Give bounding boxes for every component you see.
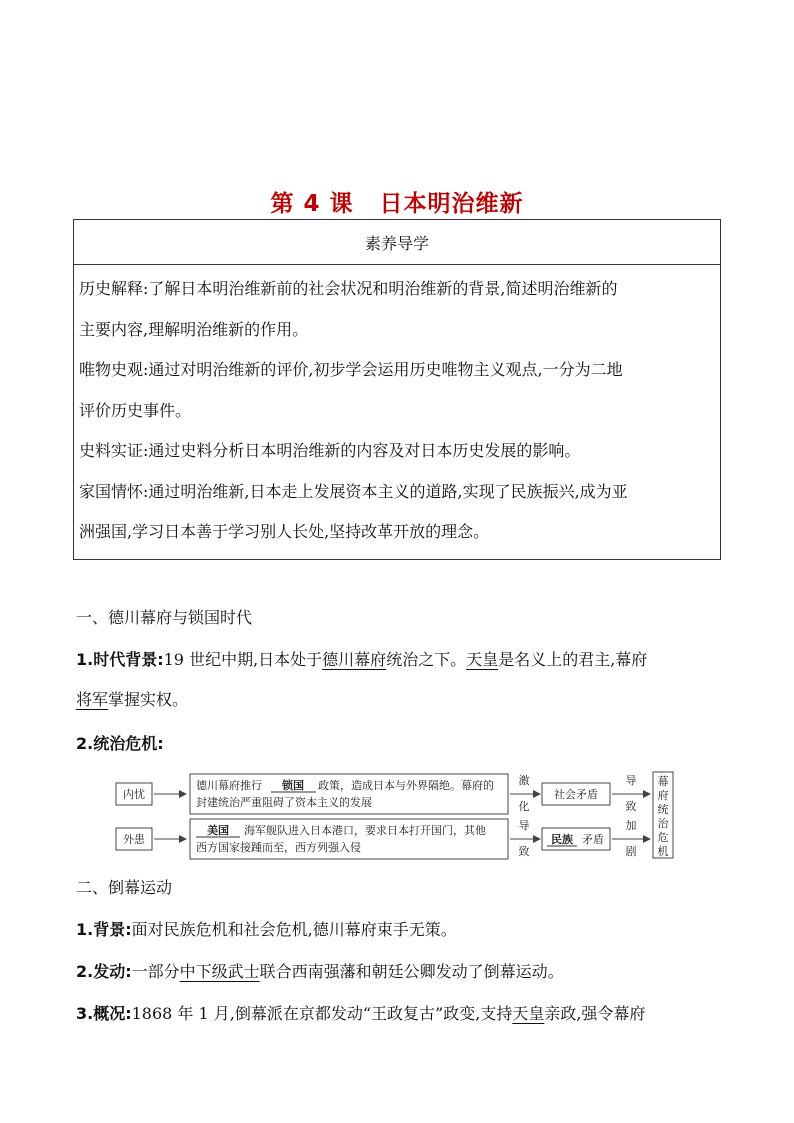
blank-answer: 锁国 (282, 779, 304, 792)
section2-para3 (76, 994, 721, 1034)
para-label: 1.时代背景: (76, 650, 164, 669)
literacy-guide-table (73, 219, 721, 560)
lesson-number: 第 4 课 (270, 191, 354, 217)
section1-para2 (76, 724, 721, 764)
para-text: 一部分 (131, 962, 180, 981)
guide-line: 评价历史事件。 (79, 400, 192, 420)
underlined-answer: 将军 (76, 690, 109, 709)
arrow-label: 致 (625, 800, 637, 813)
para-label: 2.统治危机: (76, 734, 164, 753)
para-text: 亲政,强令幕府 (544, 1004, 646, 1023)
para-text: 统治之下。 (386, 650, 467, 669)
inner-cause-line2: 封建统治严重阻碍了资本主义的发展 (196, 796, 372, 809)
guide-line: 历史解释:了解日本明治维新前的社会状况和明治维新的背景,简述明治维新的 (79, 279, 618, 298)
crisis-char: 治 (657, 817, 669, 830)
crisis-char: 统 (657, 803, 669, 816)
guide-line: 唯物史观:通过对明治维新的评价,初步学会运用历史唯物主义观点,一分为二地 (79, 360, 623, 379)
inner-cause-line1b: 政策，造成日本与外界隔绝。幕府的 (318, 779, 494, 792)
para-label: 1.背景: (76, 920, 132, 939)
para-text: 是名义上的君主,幕府 (498, 650, 648, 669)
underlined-answer: 天皇 (512, 1004, 545, 1023)
para-text: 联合西南强藩和朝廷公卿发动了倒幕运动。 (259, 962, 564, 981)
underlined-answer: 德川幕府 (322, 650, 387, 669)
para-text: 19 世纪中期,日本处于 (163, 650, 323, 669)
inner-trouble-label: 内忧 (123, 788, 145, 801)
crisis-char: 危 (657, 831, 669, 844)
guide-line: 史料实证:通过史料分析日本明治维新的内容及对日本历史发展的影响。 (79, 441, 581, 460)
lesson-name: 日本明治维新 (379, 191, 524, 217)
arrow-label: 导 (625, 774, 637, 787)
national-conflict-label: 矛盾 (582, 833, 604, 846)
underlined-answer: 中下级武士 (179, 962, 260, 981)
inner-cause-line1a: 德川幕府推行 (196, 779, 262, 792)
guide-line: 主要内容,理解明治维新的作用。 (79, 319, 309, 339)
underlined-answer: 天皇 (466, 650, 499, 669)
social-conflict-label: 社会矛盾 (554, 788, 598, 801)
blank-answer: 美国 (207, 824, 229, 837)
guide-line: 洲强国,学习日本善于学习别人长处,坚持改革开放的理念。 (79, 522, 490, 541)
arrow-label: 加 (625, 819, 637, 832)
guide-heading: 素养导学 (74, 220, 721, 265)
guide-body (74, 265, 721, 560)
crisis-char: 府 (657, 789, 669, 802)
para-text: 1868 年 1 月,倒幕派在京都发动“王政复古”政变,支持 (131, 1004, 513, 1023)
section2-para1 (76, 910, 721, 950)
para-label: 3.概况: (76, 1004, 132, 1023)
blank-answer: 民族 (551, 833, 573, 846)
outer-trouble-label: 外患 (123, 833, 145, 846)
para-label: 2.发动: (76, 962, 132, 981)
para-text: 掌握实权。 (108, 690, 189, 709)
outer-cause-line2: 西方国家接踵而至，西方列强入侵 (196, 841, 361, 854)
arrow-label: 剧 (625, 845, 637, 858)
arrow-label: 化 (518, 800, 530, 813)
arrow-label: 激 (518, 774, 530, 787)
para-text: 面对民族危机和社会危机,德川幕府束手无策。 (131, 920, 457, 939)
crisis-flow-diagram (110, 768, 710, 860)
crisis-char: 机 (657, 845, 669, 858)
crisis-char: 幕 (657, 775, 669, 788)
arrow-label: 致 (518, 845, 530, 858)
guide-line: 家国情怀:通过明治维新,日本走上发展资本主义的道路,实现了民族振兴,成为亚 (79, 481, 628, 501)
outer-cause-line1: 海军舰队进入日本港口，要求日本打开国门，其他 (244, 824, 486, 837)
section2-heading: 二、倒幕运动 (76, 878, 173, 897)
arrow-label: 导 (518, 819, 530, 832)
section1-heading: 一、德川幕府与锁国时代 (76, 608, 253, 627)
section2-para2 (76, 952, 721, 992)
page-title (0, 185, 794, 218)
section1-para1 (76, 640, 721, 720)
